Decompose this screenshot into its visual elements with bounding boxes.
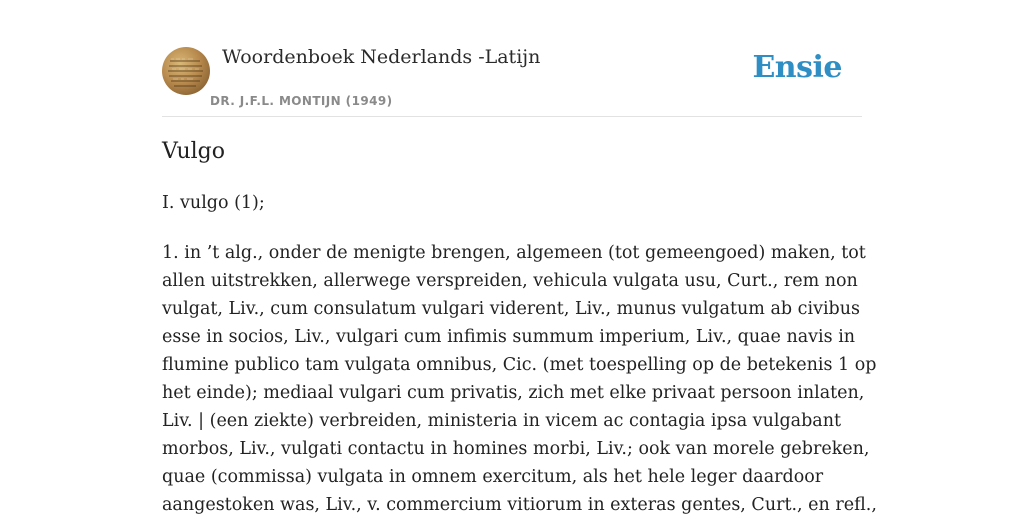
definition-line: flumine publico tam vulgata omnibus, Cic. (met toespelling op de betekenis 1 op [162, 355, 877, 375]
definition-line: aangestoken was, Liv., v. commercium vitiorum in exteras gentes, Curt., en refl., [162, 495, 877, 515]
book-author: DR. J.F.L. MONTIJN (1949) [210, 94, 393, 108]
definition-line: 1. in ’t alg., onder de menigte brengen, algemeen (tot gemeengoed) maken, tot [162, 243, 866, 263]
page-container [162, 0, 877, 515]
ensie-logo-link[interactable]: Ensie [752, 50, 842, 85]
book-title[interactable]: Woordenboek Nederlands -Latijn [222, 46, 541, 68]
definition-line: het einde); mediaal vulgari cum privatis, zich met elke privaat persoon inlaten, [162, 383, 865, 403]
definition-line: allen uitstrekken, allerwege verspreiden, vehicula vulgata usu, Curt., rem non [162, 271, 858, 291]
book-header [162, 0, 862, 117]
entry-definition [162, 239, 877, 519]
latin-inscription-coin-icon[interactable] [162, 47, 210, 95]
definition-line: quae (commissa) vulgata in omnem exercitum, als het hele leger daardoor [162, 467, 824, 487]
entry-title: Vulgo [162, 139, 226, 164]
definition-line: vulgat, Liv., cum consulatum vulgari viderent, Liv., munus vulgatum ab civibus [162, 299, 861, 319]
entry-lemma: I. vulgo (1); [162, 193, 265, 213]
definition-line: morbos, Liv., vulgati contactu in homines morbi, Liv.; ook van morele gebreken, [162, 439, 870, 459]
definition-line: esse in socios, Liv., vulgari cum infimis summum imperium, Liv., quae navis in [162, 327, 856, 347]
definition-line: Liv. | (een ziekte) verbreiden, ministeria in vicem ac contagia ipsa vulgabant [162, 411, 842, 431]
